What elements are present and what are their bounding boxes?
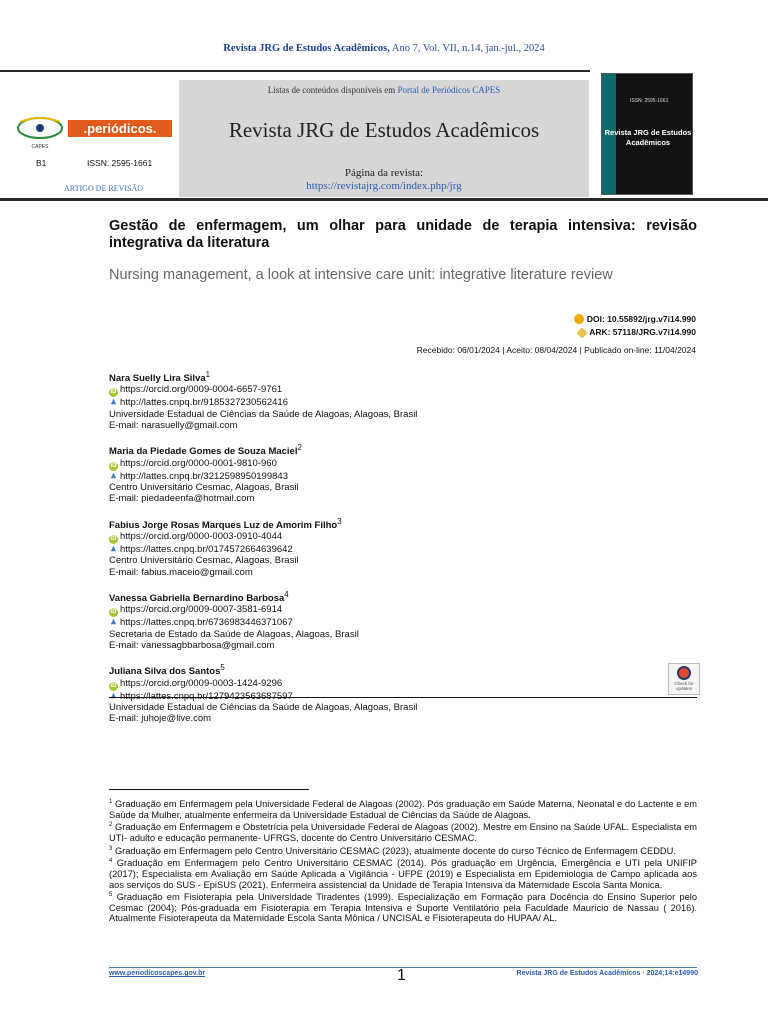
author-lattes[interactable]: http://lattes.cnpq.br/3212598950199843 <box>109 471 697 482</box>
author-affiliation: Centro Universitário Cesmac, Alagoas, Brasil <box>109 482 299 494</box>
cover-issn: ISSN: 2595-1661 <box>630 98 669 104</box>
author-1 <box>109 369 697 431</box>
author-affiliation: Universidade Estadual de Ciências da Saúde de Alagoas, Alagoas, Brasil <box>109 702 418 714</box>
author-orcid[interactable]: iD https://orcid.org/0009-0004-6657-9761 <box>110 384 283 396</box>
lattes-icon <box>109 691 118 700</box>
contents-lists-line <box>179 85 589 95</box>
journal-page <box>179 167 589 193</box>
author-5 <box>109 662 697 724</box>
footnote-separator <box>109 789 309 790</box>
check-updates-icon <box>677 666 691 680</box>
author-3 <box>109 516 697 578</box>
author-2 <box>109 442 697 504</box>
footnote: $^5$ Graduação em Fisioterapia pela Universidade Tiradentes (1999). Especialização em Formação para Docência do Ensino Superior pelo Cesmac (2004); Pós-graduada em Fisioterapia em Terapia Intensiva e Suporte Ventilatório pela Faculdade Maurício de Nassau ( 2016). Atualmente Fisioterapeuta da Maternidade Escola Santa Mônica / UNCISAL e Fisioterapeuta do HUPAA/ AL. <box>109 892 697 924</box>
journal-citation-line <box>0 43 768 54</box>
lattes-icon <box>109 471 118 480</box>
author-orcid[interactable]: iD https://orcid.org/0009-0007-3581-6914 <box>110 604 283 616</box>
orcid-icon: iD <box>110 389 117 396</box>
author-4 <box>109 589 697 651</box>
capes-portal-link[interactable]: Portal de Periódicos CAPES <box>397 85 501 95</box>
lattes-icon <box>109 397 118 406</box>
footer-link[interactable]: www.periodicoscapes.gov.br <box>109 970 206 977</box>
author-lattes[interactable]: http://lattes.cnpq.br/9185327230562416 <box>109 397 697 408</box>
top-divider <box>0 70 590 72</box>
footnote: $^1$ Graduação em Enfermagem pela Universidade Federal de Alagoas (2002). Pós graduação em Saúde Materna, Neonatal e do Lactente e em Saúde da Mulher, atualmente enfermeira da Universidade Estadual de Ciências da Saúde de Alagoas. <box>109 799 697 820</box>
author-orcid[interactable]: iD https://orcid.org/0000-0003-0910-4044 <box>110 531 283 543</box>
footnote: $^3$ Graduação em Enfermagem pelo Centro Universitário CESMAC (2023), atualmente docente do curso Técnico de Enfermagem CEDDU. <box>109 845 676 856</box>
author-footnote-ref: 2 <box>297 443 302 453</box>
author-footnote-ref: 4 <box>284 590 289 600</box>
publication-dates: Recebido: 06/01/2024 | Aceito: 08/04/2024 | Publicado on-line: 11/04/2024 <box>416 345 696 355</box>
footnotes <box>109 797 697 924</box>
journal-title: Revista JRG de Estudos Acadêmicos <box>228 118 540 142</box>
footnote: $^2$ Graduação em Enfermagem e Obstetrícia pela Universidade Federal de Alagoas (2002). Mestre em Ensino na Saúde UFAL. Especialista em UTI- adulto e educação permanente- UFRGS, docente do Centro Universitário CESMAC. <box>109 822 697 843</box>
journal-issue: Ano 7, Vol. VII, n.14, jan.-jul., 2024 <box>389 43 545 54</box>
author-footnote-ref: 3 <box>337 516 342 526</box>
author-affiliation: Universidade Estadual de Ciências da Saúde de Alagoas, Alagoas, Brasil <box>109 408 418 420</box>
author-footnote-ref: 1 <box>205 370 211 379</box>
author-name: Nara Suelly Lira Silva <box>109 373 206 385</box>
header-divider <box>0 198 768 201</box>
article-title-en: Nursing management, a look at intensive care unit: integrative literature review <box>109 267 613 283</box>
journal-cover-image <box>601 73 693 195</box>
author-footnote-ref: 5 <box>220 663 225 673</box>
check-for-updates-badge[interactable] <box>668 663 700 695</box>
page-number: 1 <box>397 967 406 984</box>
check-updates-text: Check for updates <box>674 681 694 691</box>
doi-line[interactable] <box>574 313 696 326</box>
author-email: E-mail: fabius.maceio@gmail.com <box>109 566 253 578</box>
author-name: Fabius Jorge Rosas Marques Luz de Amorim Filho <box>109 519 338 531</box>
ark-line[interactable] <box>574 326 696 339</box>
author-email: E-mail: narasuelly@gmail.com <box>109 420 238 432</box>
author-name: Vanessa Gabriella Bernardino Barbosa <box>109 593 285 605</box>
journal-page-label: Página da revista: <box>344 167 424 179</box>
ark-text: ARK: 57118/JRG.v7i14.990 <box>589 327 696 337</box>
author-lattes[interactable]: https://lattes.cnpq.br/0174572664639642 <box>109 544 697 555</box>
author-lattes[interactable]: https://lattes.cnpq.br/6736983446371067 <box>109 617 697 628</box>
orcid-icon: iD <box>110 682 117 689</box>
author-email: E-mail: piedadeenfa@hotmail.com <box>109 493 255 505</box>
orcid-icon: iD <box>110 462 117 469</box>
footnote: $^4$ Graduação em Enfermagem pelo Centro Universitário CESMAC (2014). Pós graduação em Urgência, Emergência e UTI pela UNIFIP (2017); Especialista em Avaliação em Saúde Aplicada a Vigilância - UFPE (2019) e Especialista em Epidemiologia de Campo aplicada aos aos serviços do SUS - EpiSUS (2021). Enfermeira assistencial da Unidade de Terapia Intensiva da Maternidade Escola Santa Monica. <box>109 858 697 890</box>
periodicos-logo <box>16 116 176 152</box>
qualis-rating: B1 <box>36 158 47 168</box>
article-type: ARTIGO DE REVISÃO <box>64 184 144 193</box>
author-orcid[interactable]: iD https://orcid.org/0009-0003-1424-9296 <box>110 677 283 689</box>
orcid-icon: iD <box>110 609 117 616</box>
journal-name: Revista JRG de Estudos Acadêmicos, <box>223 43 390 54</box>
ark-icon <box>577 327 588 338</box>
orcid-icon: iD <box>110 536 117 543</box>
author-name: Juliana Silva dos Santos <box>109 666 221 678</box>
author-orcid[interactable]: iD https://orcid.org/0000-0001-9810-960 <box>110 457 277 469</box>
doi-icon <box>574 314 584 324</box>
authors-divider <box>109 697 697 698</box>
cover-title: Revista JRG de Estudos Acadêmicos <box>604 128 692 147</box>
logo-text: .periódicos. <box>83 121 157 136</box>
issn-label: ISSN: 2595-1661 <box>87 158 153 168</box>
author-email: E-mail: juhoje@live.com <box>109 713 212 725</box>
authors-list <box>109 369 697 736</box>
identifiers <box>574 313 696 339</box>
footer-citation: Revista JRG de Estudos Acadêmicos · 2024;14:e14990 <box>516 970 698 977</box>
lattes-icon <box>109 544 118 553</box>
logo-small-text: CAPES <box>31 144 49 150</box>
article-title-pt: Gestão de enfermagem, um olhar para unidade de terapia intensiva: revisão integrativa da literatura <box>109 218 697 251</box>
author-affiliation: Centro Universitário Cesmac, Alagoas, Brasil <box>109 555 299 567</box>
author-email: E-mail: vanessagbbarbosa@gmail.com <box>109 640 275 652</box>
lattes-icon <box>109 617 118 626</box>
author-name: Maria da Piedade Gomes de Souza Maciel <box>109 446 298 458</box>
doi-text: DOI: 10.55892/jrg.v7i14.990 <box>586 314 696 324</box>
lists-prefix: Listas de conteúdos disponíveis em <box>267 85 398 95</box>
author-affiliation: Secretaria de Estado da Saúde de Alagoas, Alagoas, Brasil <box>109 628 359 640</box>
journal-page-link[interactable]: https://revistajrg.com/index.php/jrg <box>306 180 462 192</box>
